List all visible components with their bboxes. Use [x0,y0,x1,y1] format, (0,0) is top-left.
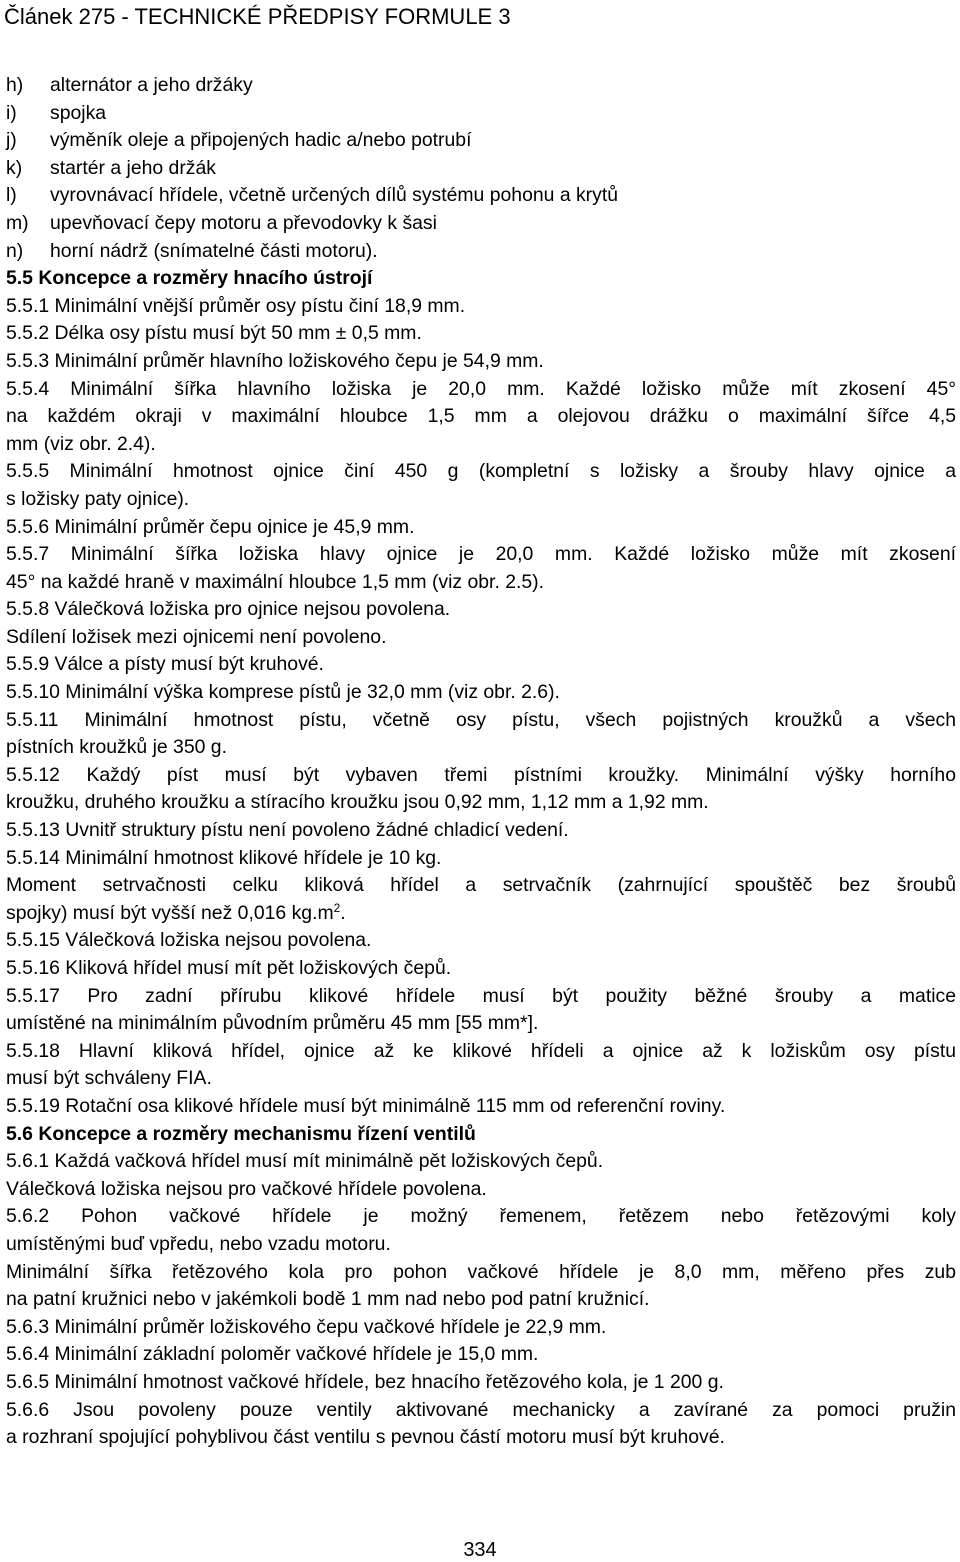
paragraph-5-5-12-line-1: 5.5.12 Každý píst musí být vybaven třemi pístními kroužky. Minimální výšky horního [6,763,956,786]
list-item: m) upevňovací čepy motoru a převodovky k šasi [6,211,437,234]
paragraph-5-5-16: 5.5.16 Kliková hřídel musí mít pět ložiskových čepů. [6,957,452,979]
paragraph-5-5-10: 5.5.10 Minimální výška komprese pístů je 32,0 mm (viz obr. 2.6). [6,681,560,704]
list-item: n) horní nádrž (snímatelné části motoru). [6,239,378,262]
paragraph-5-6-2-line-2: umístěnými buď vpředu, nebo vzadu motoru. [6,1232,391,1255]
section-heading-5-6: 5.6 Koncepce a rozměry mechanismu řízení ventilů [6,1122,476,1145]
paragraph-5-5-3: 5.5.3 Minimální průměr hlavního ložiskového čepu je 54,9 mm. [6,349,544,372]
page-number: 334 [463,1539,497,1561]
paragraph-5-5-4-line-3: mm (viz obr. 2.4). [6,432,156,455]
paragraph-5-5-18-line-2: musí být schváleny FIA. [6,1067,212,1090]
paragraph-5-5-5-line-1: 5.5.5 Minimální hmotnost ojnice činí 450 g (kompletní s ložisky a šrouby hlavy ojnice a [6,460,956,483]
document-body [6,72,956,1452]
superscript: 2 [333,900,341,915]
paragraph-5-5-4-line-2: na každém okraji v maximální hloubce 1,5 mm a olejovou drážku o maximální šířce 4,5 [6,405,956,428]
paragraph-5-6-2-sprocket-line-2: na patní kružnici nebo v jakémkoli bodě 1 mm nad nebo pod patní kružnicí. [6,1288,650,1311]
paragraph-5-5-15: 5.5.15 Válečková ložiska nejsou povolena. [6,929,372,952]
paragraph-5-6-6-line-2: a rozhraní spojující pohyblivou část ventilu s pevnou částí motoru musí být kruhové. [6,1426,725,1449]
paragraph-5-6-6-line-1: 5.6.6 Jsou povoleny pouze ventily aktivované mechanicky a zavírané za pomoci pružin [6,1398,956,1421]
paragraph-5-5-4-line-1: 5.5.4 Minimální šířka hlavního ložiska je 20,0 mm. Každé ložisko může mít zkosení 45° [6,377,956,400]
paragraph-5-5-7-line-2: 45° na každé hraně v maximální hloubce 1,5 mm (viz obr. 2.5). [6,570,545,593]
paragraph-5-5-2: 5.5.2 Délka osy pístu musí být 50 mm ± 0,5 mm. [6,322,422,345]
paragraph-5-6-5: 5.6.5 Minimální hmotnost vačkové hřídele, bez hnacího řetězového kola, je 1 200 g. [6,1370,724,1393]
paragraph-5-6-1: 5.6.1 Každá vačková hřídel musí mít minimálně pět ložiskových čepů. [6,1150,604,1173]
paragraph-5-5-5-line-2: s ložisky paty ojnice). [6,487,190,510]
paragraph-5-6-4: 5.6.4 Minimální základní poloměr vačkové hřídele je 15,0 mm. [6,1343,539,1366]
paragraph-5-5-17-line-2: umístěné na minimálním původním průměru 45 mm [55 mm*]. [6,1012,539,1035]
paragraph-5-5-8-note: Sdílení ložisek mezi ojnicemi není povoleno. [6,625,387,648]
list-item: k) startér a jeho držák [6,156,216,179]
paragraph-5-5-1: 5.5.1 Minimální vnější průměr osy pístu činí 18,9 mm. [6,294,466,317]
paragraph-5-6-2-line-1: 5.6.2 Pohon vačkové hřídele je možný řemenem, řetězem nebo řetězovými koly [6,1205,956,1228]
list-item: l) vyrovnávací hřídele, včetně určených dílů systému pohonu a krytů [6,184,619,207]
paragraph-5-6-1-note: Válečková ložiska nejsou pro vačkové hřídele povolena. [6,1177,487,1200]
page-header-title: Článek 275 - TECHNICKÉ PŘEDPISY FORMULE 3 [4,4,511,29]
component-list [6,72,956,265]
paragraph-5-5-7-line-1: 5.5.7 Minimální šířka ložiska hlavy ojnice je 20,0 mm. Každé ložisko může mít zkosení [6,543,956,566]
list-item: i) spojka [6,101,107,124]
paragraph-5-5-11-line-2: pístních kroužků je 350 g. [6,736,227,759]
list-item: h) alternátor a jeho držáky [6,74,253,96]
paragraph-5-5-19: 5.5.19 Rotační osa klikové hřídele musí být minimálně 115 mm od referenční roviny. [6,1094,726,1117]
list-item: j) výměník oleje a připojených hadic a/nebo potrubí [6,129,472,152]
paragraph-5-6-3: 5.6.3 Minimální průměr ložiskového čepu vačkové hřídele je 22,9 mm. [6,1315,607,1338]
paragraph-5-5-6: 5.5.6 Minimální průměr čepu ojnice je 45,9 mm. [6,515,415,538]
paragraph-5-5-9: 5.5.9 Válce a písty musí být kruhové. [6,653,324,676]
paragraph-5-5-17-line-1: 5.5.17 Pro zadní přírubu klikové hřídele musí být použity běžné šrouby a matice [6,984,956,1007]
paragraph-5-5-8: 5.5.8 Válečková ložiska pro ojnice nejsou povolena. [6,598,451,621]
paragraph-5-5-14-moment-line-1: Moment setrvačnosti celku kliková hřídel a setrvačník (zahrnující spouštěč bez šroubů [6,874,956,897]
paragraph-5-5-13: 5.5.13 Uvnitř struktury pístu není povoleno žádné chladicí vedení. [6,819,569,842]
paragraph-5-5-18-line-1: 5.5.18 Hlavní kliková hřídel, ojnice až ke klikové hřídeli a ojnice až k ložiskům osy pístu [6,1039,956,1062]
paragraph-5-5-12-line-2: kroužku, druhého kroužku a stíracího kroužku jsou 0,92 mm, 1,12 mm a 1,92 mm. [6,791,709,814]
paragraph-5-5-11-line-1: 5.5.11 Minimální hmotnost pístu, včetně osy pístu, všech pojistných kroužků a všech [6,708,956,731]
paragraph-5-6-2-sprocket-line-1: Minimální šířka řetězového kola pro pohon vačkové hřídele je 8,0 mm, měřeno přes zub [6,1260,956,1283]
paragraph-5-5-14-moment-line-2: spojky) musí být vyšší než 0,016 $kg.m^2$. [6,900,346,924]
paragraph-5-5-14: 5.5.14 Minimální hmotnost klikové hřídele je 10 kg. [6,846,442,869]
section-heading-5-5: 5.5 Koncepce a rozměry hnacího ústrojí [6,267,373,290]
